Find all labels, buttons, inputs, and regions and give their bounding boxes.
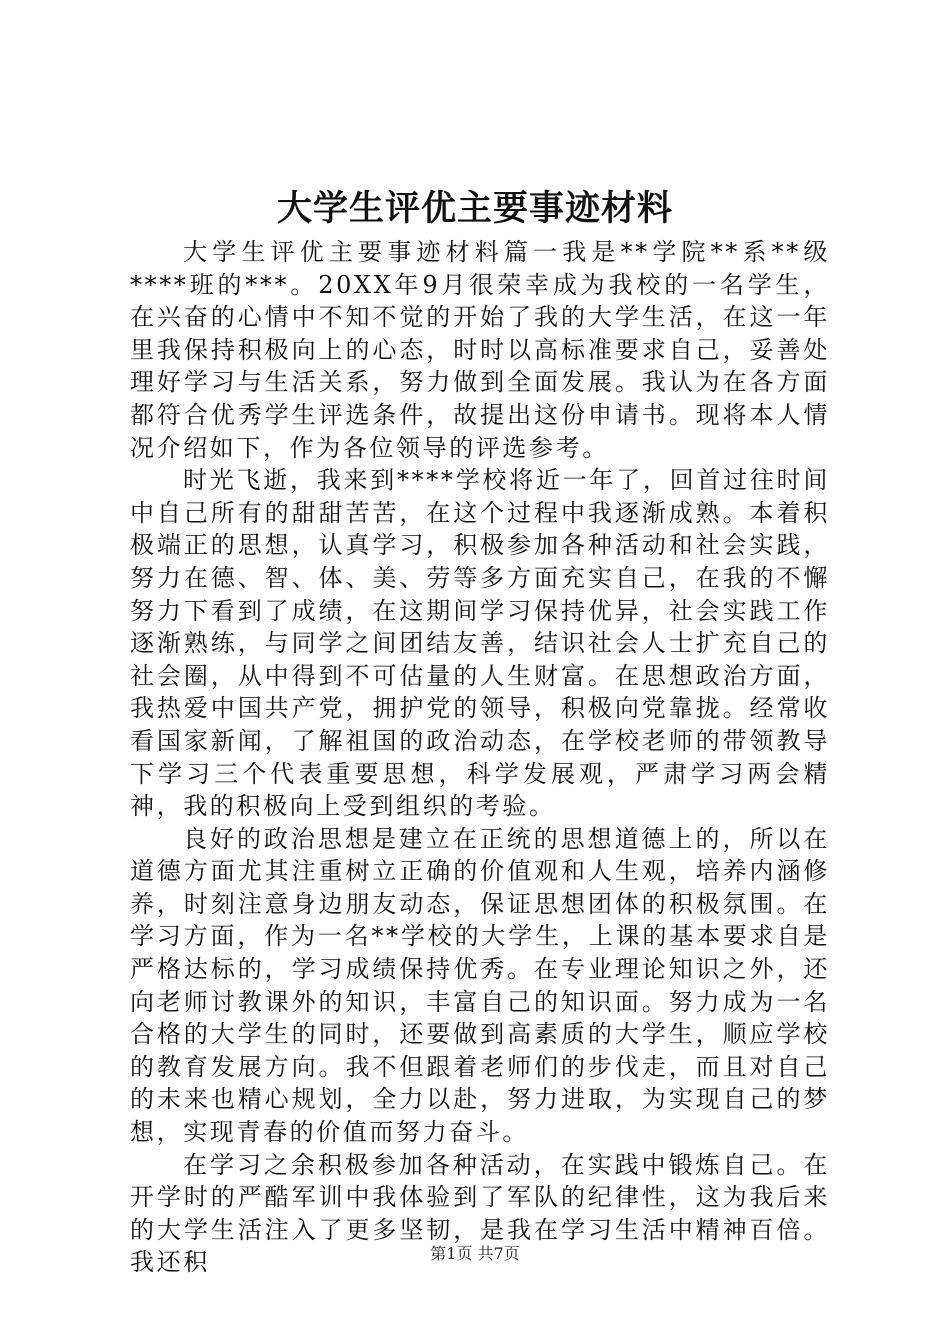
paragraph: 时光飞逝，我来到****学校将近一年了，回首过往时间中自己所有的甜甜苦苦，在这个过程中我逐渐成熟。本着积极端正的思想，认真学习，积极参加各种活动和社会实践，努力在德、智、体、美、劳等多方面充实自己，在我的不懈努力下看到了成绩，在这期间学习保持优异，社会实践工作逐渐熟练，与同学之间团结友善，结识社会人士扩充自己的社会圈，从中得到不可估量的人生财富。在思想政治方面，我热爱中国共产党，拥护党的领导，积极向党靠拢。经常收看国家新闻，了解祖国的政治动态，在学校老师的带领教导下学习三个代表重要思想，科学发展观，严肃学习两会精神，我的积极向上受到组织的考验。 [130, 466, 830, 821]
paragraph: 大学生评优主要事迹材料篇一我是**学院**系**级****班的***。20XX年9月很荣幸成为我校的一名学生，在兴奋的心情中不知不觉的开始了我的大学生活，在这一年里我保持积极向上的心态，时时以高标准要求自己，妥善处理好学习与生活关系，努力做到全面发展。我认为在各方面都符合优秀学生评选条件，故提出这份申请书。现将本人情况介绍如下，作为各位领导的评选参考。 [130, 238, 830, 462]
page-number-footer: 第1页 共7页 [430, 1244, 520, 1263]
document-body [130, 236, 830, 1279]
paragraph: 良好的政治思想是建立在正统的思想道德上的，所以在道德方面尤其注重树立正确的价值观和人生观，培养内涵修养，时刻注意身边朋友动态，保证思想团体的积极氛围。在学习方面，作为一名**学校的大学生，上课的基本要求自是严格达标的，学习成绩保持优秀。在专业理论知识之外，还向老师讨教课外的知识，丰富自己的知识面。努力成为一名合格的大学生的同时，还要做到高素质的大学生，顺应学校的教育发展方向。我不但跟着老师们的步伐走，而且对自己的未来也精心规划，全力以赴，努力进取，为实现自己的梦想，实现青春的价值而努力奋斗。 [130, 824, 830, 1147]
document-title: 大学生评优主要事迹材料 [276, 188, 673, 229]
paragraph: 在学习之余积极参加各种活动，在实践中锻炼自己。在开学时的严酷军训中我体验到了军队的纪律性，这为我后来的大学生活注入了更多坚韧，是我在学习生活中精神百倍。我还积 [130, 1150, 830, 1277]
